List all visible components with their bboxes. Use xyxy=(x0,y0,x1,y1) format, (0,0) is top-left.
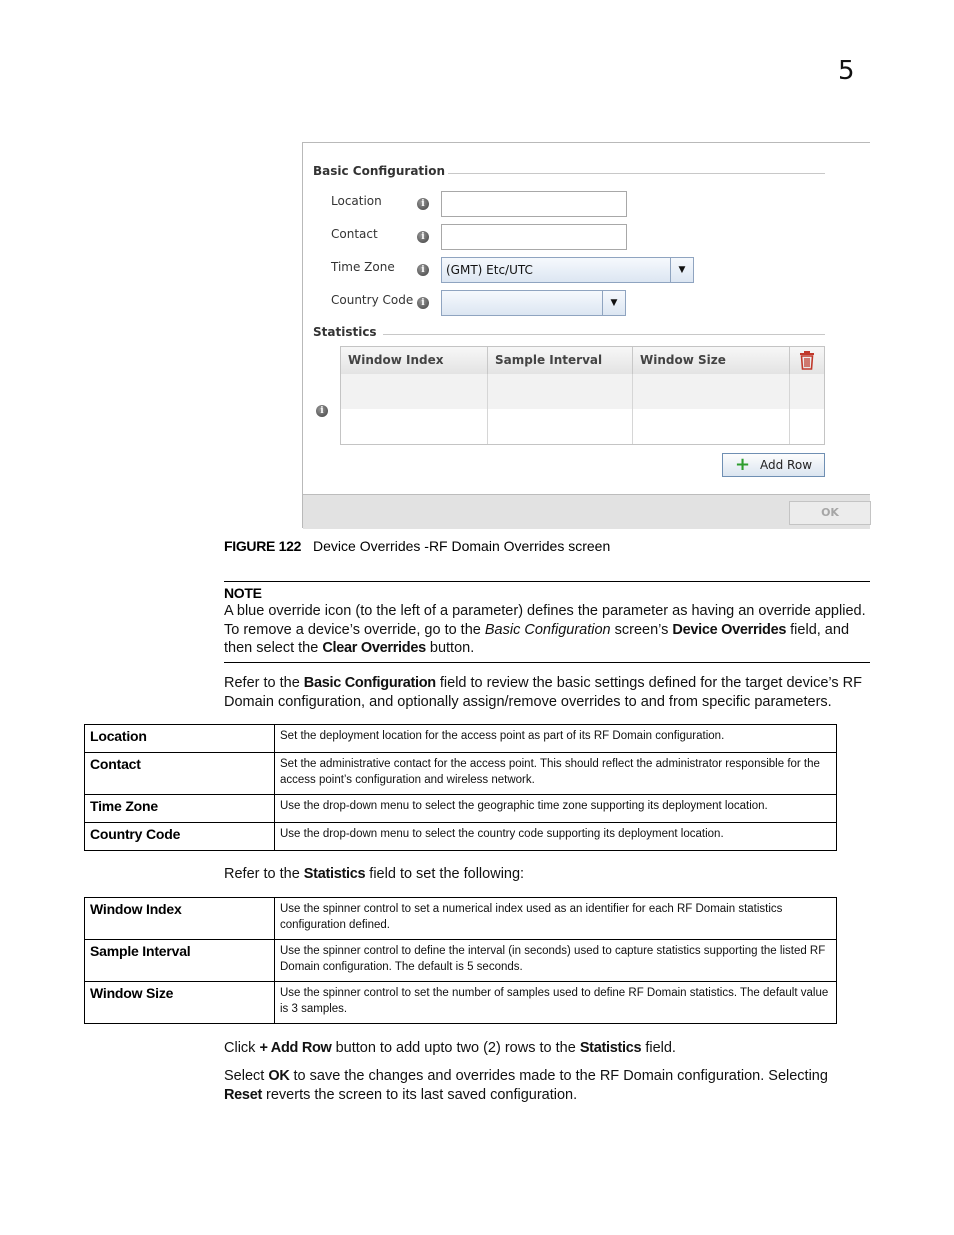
note-line: A blue override icon (to the left of a parameter) defines the parameter as having an override applied. xyxy=(224,603,866,619)
statistics-table xyxy=(84,897,837,1024)
info-icon[interactable]: i xyxy=(316,405,328,417)
ok-paragraph: Select OK to save the changes and overrides made to the RF Domain configuration. Selecting Reset reverts the screen to its last saved configuration. xyxy=(224,1068,828,1103)
clear-overrides-ref: Clear Overrides xyxy=(322,640,426,656)
table-row xyxy=(85,898,837,940)
desc-cell: Use the drop-down menu to select the country code supporting its deployment location. xyxy=(275,823,837,851)
table-row xyxy=(85,982,837,1024)
table-row xyxy=(85,725,837,753)
basic-configuration-ref: Basic Configuration xyxy=(484,621,611,638)
chapter-number: 5 xyxy=(838,56,855,86)
time-zone-select[interactable] xyxy=(441,257,694,283)
note-top-rule xyxy=(224,581,870,582)
ok-ref: OK xyxy=(268,1068,290,1084)
column-sample-interval[interactable]: Sample Interval xyxy=(488,347,633,374)
section-divider xyxy=(383,334,825,335)
table-row xyxy=(85,753,837,795)
term-cell: Time Zone xyxy=(85,795,275,823)
add-row-paragraph: Click + Add Row button to add upto two (2) rows to the Statistics field. xyxy=(224,1040,676,1056)
plus-icon: + xyxy=(735,454,751,475)
table-row xyxy=(85,823,837,851)
table-row[interactable] xyxy=(341,409,824,444)
column-divider xyxy=(632,374,633,444)
stats-intro-paragraph: Refer to the Statistics field to set the following: xyxy=(224,866,525,882)
intro-paragraph: Refer to the Basic Configuration field to review the basic settings defined for the target device’s RF Domain configuration, and optionally assign/remove overrides to and from specific parameters. xyxy=(224,675,862,710)
country-code-label: Country Code xyxy=(331,293,414,307)
term-cell: Window Index xyxy=(85,898,275,940)
column-window-size[interactable]: Window Size xyxy=(633,347,790,374)
grid-header xyxy=(341,347,824,375)
statistics-grid xyxy=(340,346,825,445)
desc-cell: Use the drop-down menu to select the geographic time zone supporting its deployment location. xyxy=(275,795,837,823)
desc-cell: Use the spinner control to set the number of samples used to define RF Domain statistics. The default value is 3 samples. xyxy=(275,982,837,1024)
table-row xyxy=(85,795,837,823)
trash-icon[interactable] xyxy=(798,351,816,370)
desc-cell: Set the deployment location for the access point as part of its RF Domain configuration. xyxy=(275,725,837,753)
chevron-down-icon[interactable]: ▼ xyxy=(602,291,625,315)
info-icon[interactable]: i xyxy=(417,297,429,309)
figure-caption xyxy=(224,538,610,554)
term-cell: Contact xyxy=(85,753,275,795)
note-line: To remove a device’s override, go to the Basic Configuration screen’s Device Overrides field, and xyxy=(224,621,850,638)
chevron-down-icon[interactable]: ▼ xyxy=(670,258,693,282)
add-row-label: Add Row xyxy=(760,458,813,472)
reset-ref: Reset xyxy=(224,1086,262,1103)
column-divider xyxy=(789,374,790,444)
desc-cell: Use the spinner control to set a numerical index used as an identifier for each RF Domain statistics configuration defined. xyxy=(275,898,837,940)
column-window-index[interactable]: Window Index xyxy=(341,347,488,374)
info-icon[interactable]: i xyxy=(417,264,429,276)
dialog-footer xyxy=(303,494,870,529)
section-divider xyxy=(448,173,825,174)
desc-cell: Set the administrative contact for the access point. This should reflect the administrator responsible for the access point’s configuration and wireless network. xyxy=(275,753,837,795)
column-divider xyxy=(487,374,488,444)
term-cell: Country Code xyxy=(85,823,275,851)
note-bottom-rule xyxy=(224,662,870,663)
basic-configuration-ref: Basic Configuration xyxy=(303,675,436,691)
contact-input[interactable] xyxy=(441,224,627,250)
note-line: then select the Clear Overrides button. xyxy=(224,640,475,656)
table-row[interactable] xyxy=(341,374,824,409)
statistics-title: Statistics xyxy=(313,325,377,339)
location-input[interactable] xyxy=(441,191,627,217)
info-icon[interactable]: i xyxy=(417,231,429,243)
basic-config-title: Basic Configuration xyxy=(313,164,446,178)
ok-button[interactable]: OK xyxy=(789,501,871,525)
term-cell: Location xyxy=(85,725,275,753)
country-code-select[interactable] xyxy=(441,290,626,316)
add-row-ref: + Add Row xyxy=(259,1040,332,1056)
note-body xyxy=(224,602,874,658)
location-label: Location xyxy=(331,194,382,208)
figure-number: FIGURE 122 xyxy=(224,538,302,554)
time-zone-label: Time Zone xyxy=(331,260,395,274)
figure-caption-text: Device Overrides -RF Domain Overrides screen xyxy=(313,538,611,554)
info-icon[interactable]: i xyxy=(417,198,429,210)
statistics-ref: Statistics xyxy=(303,866,366,882)
term-cell: Window Size xyxy=(85,982,275,1024)
term-cell: Sample Interval xyxy=(85,940,275,982)
note-heading: NOTE xyxy=(224,585,262,601)
desc-cell: Use the spinner control to define the interval (in seconds) used to capture statistics supporting the listed RF Domain configuration. The default is 5 seconds. xyxy=(275,940,837,982)
time-zone-value: (GMT) Etc/UTC xyxy=(446,263,533,277)
add-row-button[interactable] xyxy=(722,453,825,477)
rf-domain-overrides-screenshot xyxy=(302,142,870,528)
basic-config-table xyxy=(84,724,837,851)
table-row xyxy=(85,940,837,982)
device-overrides-ref: Device Overrides xyxy=(672,621,787,638)
contact-label: Contact xyxy=(331,227,378,241)
statistics-ref: Statistics xyxy=(579,1040,642,1056)
